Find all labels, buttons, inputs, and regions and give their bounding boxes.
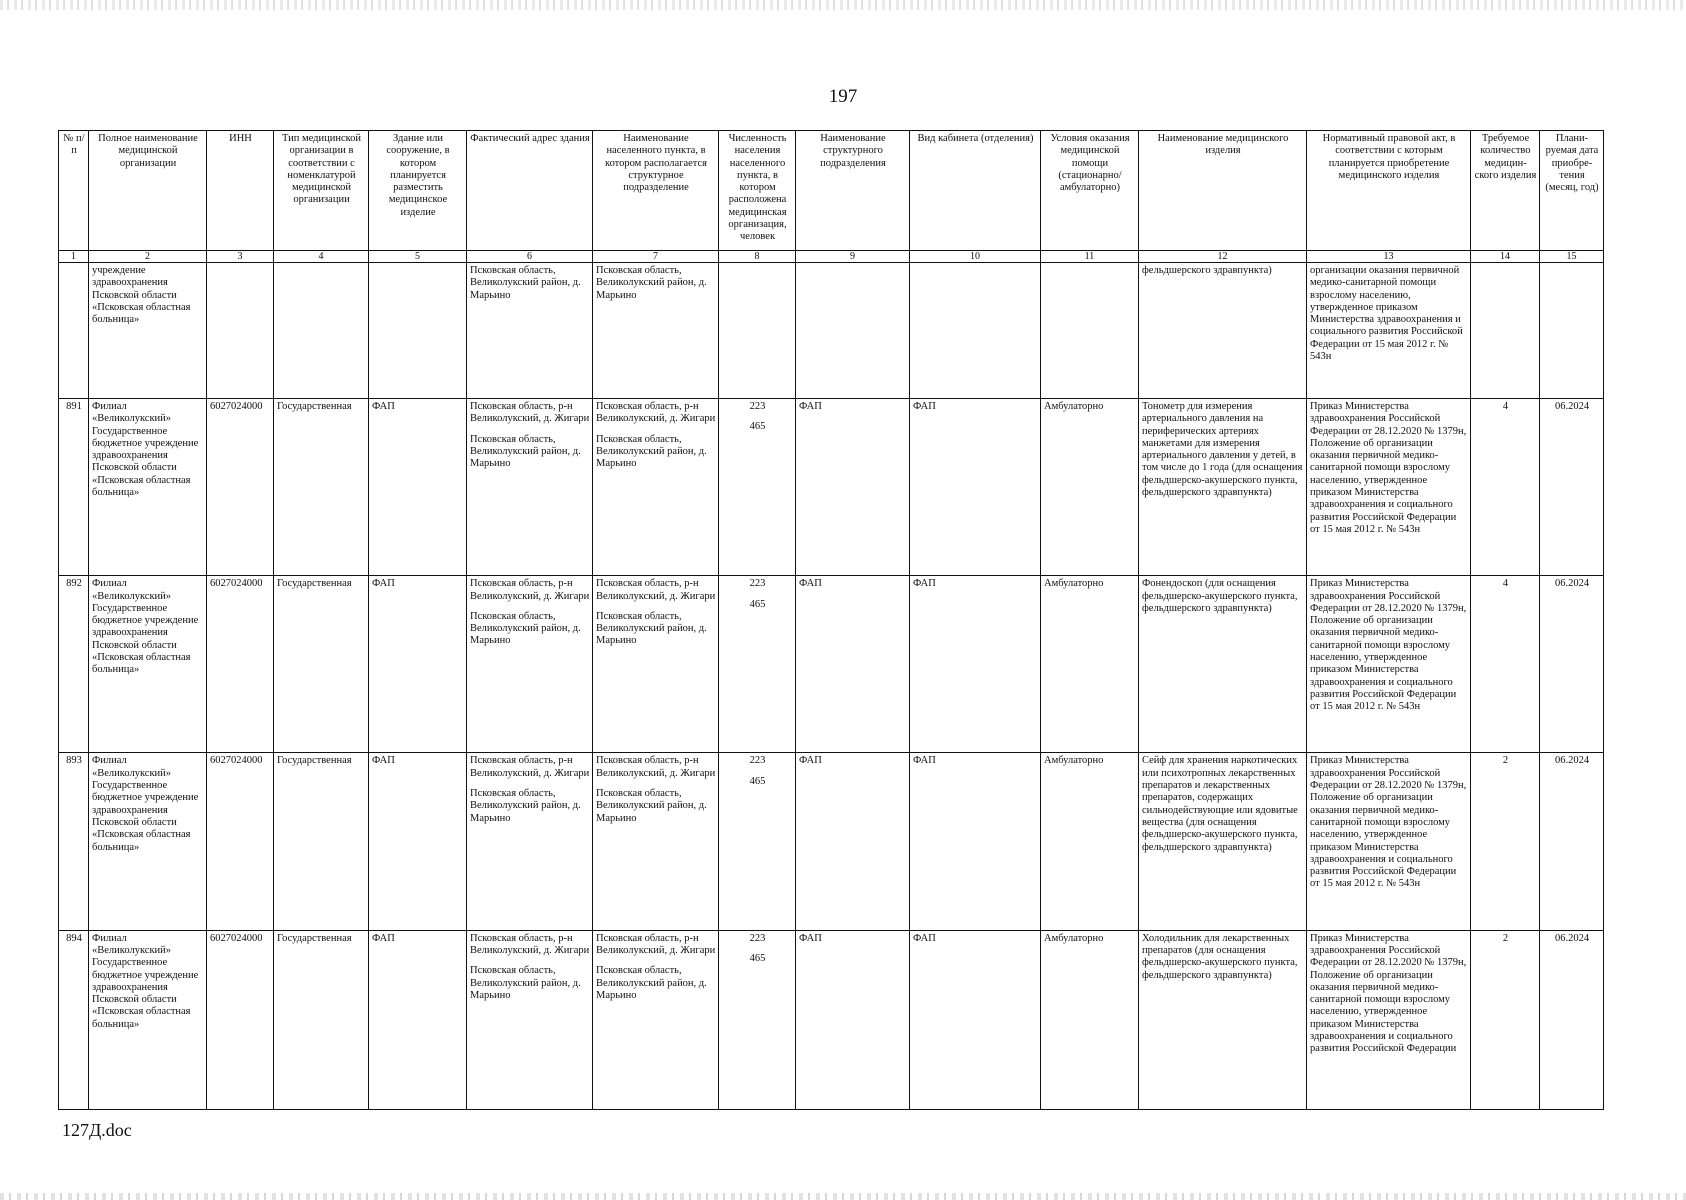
inn-cell: 6027024000: [207, 930, 274, 1109]
cabinet-cell: ФАП: [910, 753, 1041, 930]
column-number: 3: [207, 251, 274, 263]
settlement-primary: Псковская область, р-н Великолукский, д. Жигари: [596, 932, 716, 956]
population-cell: [719, 263, 796, 399]
address-cell: [467, 576, 593, 753]
legal-act-cell: Приказ Министерства здравоохранения Российской Федерации от 28.12.2020 № 1379н, Положение об организации оказания первичной медико-санитарной помощи взрослому населению, утвержденное приказом Министерства здравоохранения и социального развития Российской Федерации от 15 мая 2012 г. № 543н: [1307, 753, 1471, 930]
address-primary: Псковская область, р-н Великолукский, д. Жигари: [470, 932, 590, 956]
header-cell: Требуемое количество медицин-ского изделия: [1471, 131, 1540, 251]
quantity-cell: 4: [1471, 576, 1540, 753]
conditions-cell: Амбулаторно: [1041, 576, 1139, 753]
address-primary: Псковская область, р-н Великолукский, д. Жигари: [470, 755, 590, 779]
building-cell: ФАП: [369, 399, 467, 576]
header-cell: Наименование населенного пункта, в котором располагается структурное подразделение: [593, 131, 719, 251]
table-row: [59, 930, 1604, 1109]
org-name-cell: Филиал «Великолукский» Государственное бюджетное учреждение здравоохранения Псковской области «Псковская областная больница»: [89, 930, 207, 1109]
settlement-cell: [593, 576, 719, 753]
column-number: 5: [369, 251, 467, 263]
header-cell: Наименование структурного подразделения: [796, 131, 910, 251]
inn-cell: 6027024000: [207, 576, 274, 753]
date-cell: 06.2024: [1540, 930, 1604, 1109]
settlement-cell: [593, 399, 719, 576]
device-cell: Сейф для хранения наркотических или психотропных лекарственных препаратов и лекарственных препаратов, содержащих сильнодействующие или ядовитые вещества (для оснащения фельдшерско-акушерского пункта, фельдшерского здравпункта): [1139, 753, 1307, 930]
population-primary: 223: [749, 755, 766, 767]
column-number: 6: [467, 251, 593, 263]
quantity-cell: [1471, 263, 1540, 399]
settlement-cell: Псковская область, Великолукский район, д. Марьино: [593, 263, 719, 399]
device-cell: Тонометр для измерения артериального давления на периферических артериях манжетами для измерения артериального давления у детей, в том числе до 1 года (для оснащения фельдшерско-акушерского пункта, фельдшерского здравпункта): [1139, 399, 1307, 576]
building-cell: [369, 263, 467, 399]
org-type-cell: [274, 263, 369, 399]
table-row: [59, 576, 1604, 753]
population-cell: [719, 399, 796, 576]
population-secondary: 465: [749, 598, 766, 610]
address-secondary: Псковская область, Великолукский район, д. Марьино: [470, 433, 581, 470]
subdivision-cell: ФАП: [796, 753, 910, 930]
cabinet-cell: ФАП: [910, 399, 1041, 576]
date-cell: 06.2024: [1540, 753, 1604, 930]
legal-act-cell: Приказ Министерства здравоохранения Российской Федерации от 28.12.2020 № 1379н, Положение об организации оказания первичной медико-санитарной помощи взрослому населению, утвержденное приказом Министерства здравоохранения и социального развития Российской Федерации от 15 мая 2012 г. № 543н: [1307, 399, 1471, 576]
date-cell: 06.2024: [1540, 399, 1604, 576]
org-type-cell: Государственная: [274, 753, 369, 930]
header-cell: Плани-руемая дата приобре-тения (месяц, год): [1540, 131, 1604, 251]
org-name-cell: Филиал «Великолукский» Государственное бюджетное учреждение здравоохранения Псковской области «Псковская областная больница»: [89, 576, 207, 753]
org-name-cell: Филиал «Великолукский» Государственное бюджетное учреждение здравоохранения Псковской области «Псковская областная больница»: [89, 753, 207, 930]
column-number: 15: [1540, 251, 1604, 263]
row-number-cell: 891: [59, 399, 89, 576]
header-cell: ИНН: [207, 131, 274, 251]
address-cell: [467, 930, 593, 1109]
cabinet-cell: ФАП: [910, 576, 1041, 753]
table-row: [59, 399, 1604, 576]
conditions-cell: Амбулаторно: [1041, 399, 1139, 576]
subdivision-cell: ФАП: [796, 576, 910, 753]
inn-cell: [207, 263, 274, 399]
settlement-primary: Псковская область, р-н Великолукский, д. Жигари: [596, 401, 716, 425]
column-number: 11: [1041, 251, 1139, 263]
building-cell: ФАП: [369, 576, 467, 753]
settlement-primary: Псковская область, р-н Великолукский, д. Жигари: [596, 755, 716, 779]
conditions-cell: Амбулаторно: [1041, 753, 1139, 930]
building-cell: ФАП: [369, 753, 467, 930]
column-number: 13: [1307, 251, 1471, 263]
address-secondary: Псковская область, Великолукский район, д. Марьино: [470, 610, 581, 647]
settlement-cell: [593, 753, 719, 930]
population-cell: [719, 576, 796, 753]
org-name-cell: Филиал «Великолукский» Государственное бюджетное учреждение здравоохранения Псковской области «Псковская областная больница»: [89, 399, 207, 576]
row-number-cell: 892: [59, 576, 89, 753]
inn-cell: 6027024000: [207, 399, 274, 576]
settlement-cell: [593, 930, 719, 1109]
population-primary: 223: [749, 578, 766, 590]
header-cell: Здание или сооружение, в котором планируется разместить медицинское изделие: [369, 131, 467, 251]
row-number-cell: 894: [59, 930, 89, 1109]
header-cell: Численность населения населенного пункта, в котором расположена медицинская организация, человек: [719, 131, 796, 251]
subdivision-cell: ФАП: [796, 930, 910, 1109]
header-cell: Нормативный правовой акт, в соответствии с которым планируется приобретение медицинского изделия: [1307, 131, 1471, 251]
settlement-secondary: Псковская область, Великолукский район, д. Марьино: [596, 433, 707, 470]
row-number-cell: 893: [59, 753, 89, 930]
table-row: [59, 753, 1604, 930]
device-cell: Холодильник для лекарственных препаратов (для оснащения фельдшерско-акушерского пункта, фельдшерского здравпункта): [1139, 930, 1307, 1109]
population-secondary: 465: [749, 421, 766, 433]
legal-act-cell: Приказ Министерства здравоохранения Российской Федерации от 28.12.2020 № 1379н, Положение об организации оказания первичной медико-санитарной помощи взрослому населению, утвержденное приказом Министерства здравоохранения и социального развития Российской Федерации: [1307, 930, 1471, 1109]
device-cell: фельдшерского здравпункта): [1139, 263, 1307, 399]
header-cell: Полное наименование медицинской организации: [89, 131, 207, 251]
header-cell: Фактический адрес здания: [467, 131, 593, 251]
inn-cell: 6027024000: [207, 753, 274, 930]
column-number: 4: [274, 251, 369, 263]
column-number: 1: [59, 251, 89, 263]
equipment-register-table: [58, 130, 1604, 1110]
quantity-cell: 2: [1471, 930, 1540, 1109]
address-cell: [467, 399, 593, 576]
column-number: 2: [89, 251, 207, 263]
column-number: 8: [719, 251, 796, 263]
date-cell: [1540, 263, 1604, 399]
quantity-cell: 2: [1471, 753, 1540, 930]
address-primary: Псковская область, р-н Великолукский, д. Жигари: [470, 578, 590, 602]
building-cell: ФАП: [369, 930, 467, 1109]
device-cell: Фонендоскоп (для оснащения фельдшерско-акушерского пункта, фельдшерского здравпункта): [1139, 576, 1307, 753]
row-number-cell: [59, 263, 89, 399]
header-cell: Вид кабинета (отделения): [910, 131, 1041, 251]
settlement-secondary: Псковская область, Великолукский район, д. Марьино: [596, 610, 707, 647]
org-type-cell: Государственная: [274, 399, 369, 576]
population-secondary: 465: [749, 775, 766, 787]
column-number: 10: [910, 251, 1041, 263]
page-number: 197: [828, 86, 858, 107]
settlement-secondary: Псковская область, Великолукский район, д. Марьино: [596, 965, 707, 1001]
conditions-cell: [1041, 263, 1139, 399]
subdivision-cell: ФАП: [796, 399, 910, 576]
population-primary: 223: [749, 401, 766, 412]
document-filename: 127Д.doc: [62, 1120, 132, 1140]
header-row: [59, 131, 1604, 251]
address-secondary: Псковская область, Великолукский район, д. Марьино: [470, 965, 581, 1001]
subdivision-cell: [796, 263, 910, 399]
column-number-row: [59, 251, 1604, 263]
org-type-cell: Государственная: [274, 576, 369, 753]
header-cell: Тип медицинской организации в соответствии с номенклатурой медицинской организации: [274, 131, 369, 251]
legal-act-cell: организации оказания первичной медико-санитарной помощи взрослому населению, утвержденное приказом Министерства здравоохранения и социального развития Российской Федерации от 15 мая 2012 г. № 543н: [1307, 263, 1471, 399]
header-cell: № п/п: [59, 131, 89, 251]
population-cell: [719, 753, 796, 930]
population-primary: 223: [749, 932, 766, 944]
population-secondary: 465: [749, 952, 766, 964]
org-type-cell: Государственная: [274, 930, 369, 1109]
header-cell: Условия оказания медицинской помощи (стационарно/ амбулаторно): [1041, 131, 1139, 251]
column-number: 7: [593, 251, 719, 263]
settlement-secondary: Псковская область, Великолукский район, д. Марьино: [596, 788, 707, 824]
address-secondary: Псковская область, Великолукский район, д. Марьино: [470, 788, 581, 824]
header-cell: Наименование медицинского изделия: [1139, 131, 1307, 251]
address-primary: Псковская область, р-н Великолукский, д. Жигари: [470, 401, 590, 425]
address-cell: Псковская область, Великолукский район, д. Марьино: [467, 263, 593, 399]
date-cell: 06.2024: [1540, 576, 1604, 753]
population-cell: [719, 930, 796, 1109]
scan-edge-bottom: [0, 1193, 1686, 1200]
settlement-primary: Псковская область, р-н Великолукский, д. Жигари: [596, 578, 716, 602]
column-number: 12: [1139, 251, 1307, 263]
column-number: 14: [1471, 251, 1540, 263]
conditions-cell: Амбулаторно: [1041, 930, 1139, 1109]
cabinet-cell: ФАП: [910, 930, 1041, 1109]
quantity-cell: 4: [1471, 399, 1540, 576]
column-number: 9: [796, 251, 910, 263]
legal-act-cell: Приказ Министерства здравоохранения Российской Федерации от 28.12.2020 № 1379н, Положение об организации оказания первичной медико-санитарной помощи взрослому населению, утвержденное приказом Министерства здравоохранения и социального развития Российской Федерации от 15 мая 2012 г. № 543н: [1307, 576, 1471, 753]
table-row-continuation: [59, 263, 1604, 399]
address-cell: [467, 753, 593, 930]
scan-edge-top: [0, 0, 1686, 10]
org-name-cell: учреждение здравоохранения Псковской области «Псковская областная больница»: [89, 263, 207, 399]
cabinet-cell: [910, 263, 1041, 399]
